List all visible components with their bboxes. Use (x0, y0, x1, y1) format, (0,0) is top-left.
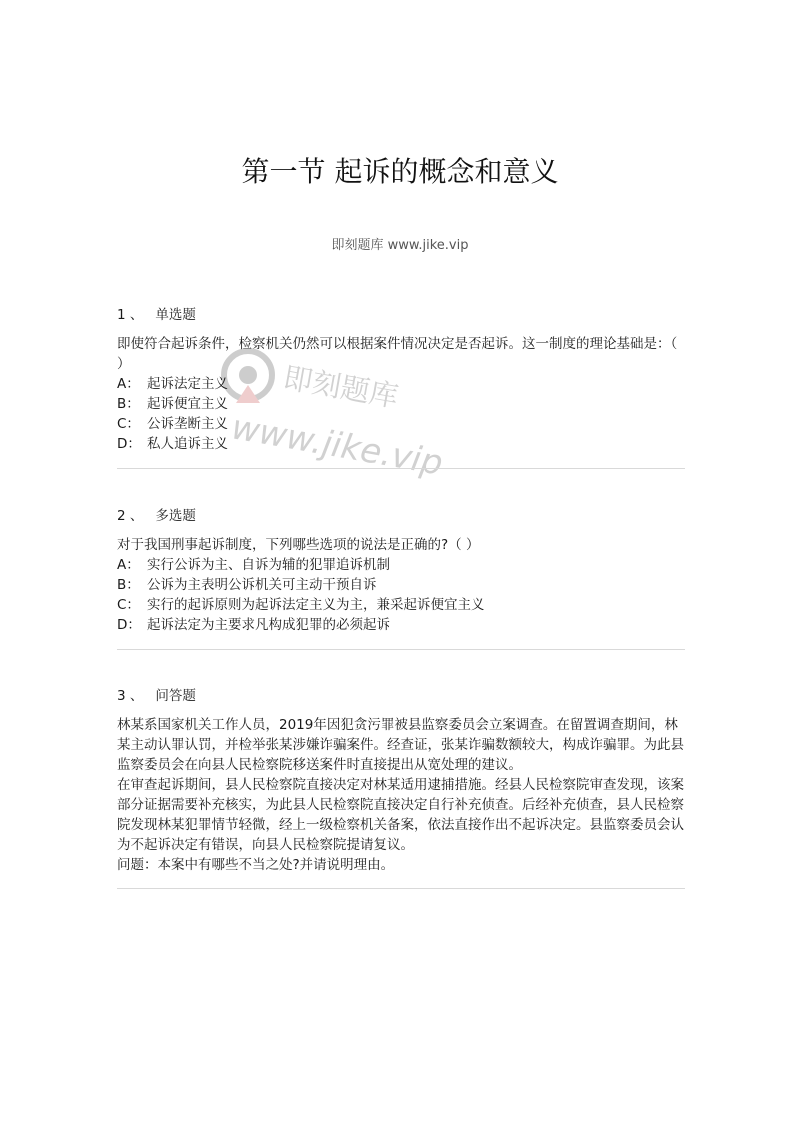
question-number: 1 、 (117, 307, 144, 323)
question-3 (117, 686, 685, 875)
question-header (117, 686, 685, 706)
option-letter: C： (117, 416, 140, 432)
option-text: 起诉法定为主要求凡构成犯罪的必须起诉 (147, 617, 390, 633)
option-letter: D： (117, 436, 141, 452)
option-letter: D： (117, 617, 141, 633)
question-1 (117, 305, 685, 454)
page-title: 第一节 起诉的概念和意义 (241, 155, 559, 188)
option-letter: A： (117, 557, 140, 573)
divider (117, 649, 685, 650)
option-text: 公诉垄断主义 (147, 416, 228, 432)
option-letter: B： (117, 396, 140, 412)
option-b (117, 575, 685, 595)
option-text: 实行的起诉原则为起诉法定主义为主，兼采起诉便宜主义 (147, 597, 485, 613)
question-type: 多选题 (155, 508, 196, 524)
option-text: 公诉为主表明公诉机关可主动干预自诉 (147, 577, 377, 593)
option-d (117, 434, 685, 454)
question-paragraph: 在审查起诉期间，县人民检察院直接决定对林某适用逮捕措施。经县人民检察院审查发现，该案部分证据需要补充核实，为此县人民检察院直接决定自行补充侦查。后经补充侦查，县人民检察院发现林某犯罪情节轻微，经上一级检察机关备案，依法直接作出不起诉决定。县监察委员会认为不起诉决定有错误，向县人民检察院提请复议。 (117, 777, 684, 853)
divider (117, 468, 685, 469)
watermark-text-cn: 即刻题库 (280, 360, 401, 414)
watermark-text-url: www.jike.vip (228, 407, 446, 484)
question-number: 3 、 (117, 688, 144, 704)
question-type: 问答题 (155, 688, 196, 704)
divider (117, 888, 685, 889)
question-paragraph: 林某系国家机关工作人员，2019年因犯贪污罪被县监察委员会立案调查。在留置调查期间，林某主动认罪认罚，并检举张某涉嫌诈骗案件。经查证，张某诈骗数额较大，构成诈骗罪。为此县监察委员会在向县人民检察院移送案件时直接提出从宽处理的建议。 (117, 717, 684, 773)
option-c (117, 595, 685, 615)
question-number: 2 、 (117, 508, 144, 524)
question-type: 单选题 (155, 307, 196, 323)
option-text: 起诉法定主义 (147, 376, 228, 392)
option-letter: B： (117, 577, 140, 593)
question-prompt: 问题：本案中有哪些不当之处?并请说明理由。 (117, 857, 395, 873)
option-text: 起诉便宜主义 (147, 396, 228, 412)
question-text: 即使符合起诉条件，检察机关仍然可以根据案件情况决定是否起诉。这一制度的理论基础是：（ ） (117, 336, 678, 372)
question-2 (117, 506, 685, 635)
option-letter: A： (117, 376, 140, 392)
option-d (117, 615, 685, 635)
option-b (117, 394, 685, 414)
option-a (117, 555, 685, 575)
page-subtitle: 即刻题库 www.jike.vip (331, 238, 469, 253)
option-letter: C： (117, 597, 140, 613)
question-text: 对于我国刑事起诉制度，下列哪些选项的说法是正确的?（ ） (117, 537, 480, 553)
option-text: 私人追诉主义 (147, 436, 228, 452)
option-c (117, 414, 685, 434)
option-a (117, 374, 685, 394)
question-header (117, 506, 685, 526)
question-header (117, 305, 685, 325)
option-text: 实行公诉为主、自诉为辅的犯罪追诉机制 (147, 557, 390, 573)
